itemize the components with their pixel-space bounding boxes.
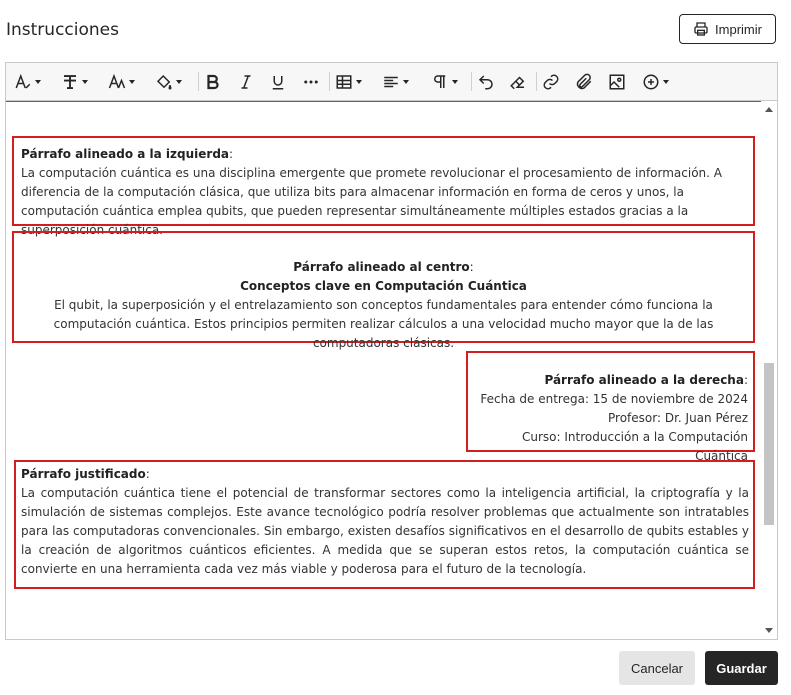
- image-icon: [608, 73, 626, 91]
- toolbar-divider: [198, 72, 199, 91]
- italic-icon: [237, 73, 255, 91]
- paragraph-icon: [431, 73, 449, 91]
- attach-button[interactable]: [575, 71, 593, 93]
- paperclip-icon: [575, 73, 593, 91]
- align-icon: [382, 73, 400, 91]
- align-menu[interactable]: [382, 71, 409, 93]
- center-aligned-paragraph[interactable]: Párrafo alineado al centro: Conceptos clave en Computación Cuántica El qubit, la superposición y el entrelazamiento son conceptos fundamentales para entender cómo funciona la computación cuántica. Estos principios permiten realizar cálculos a una velocidad mucho mayor que la de las computadoras clásicas.: [12, 231, 755, 343]
- link-button[interactable]: [542, 71, 560, 93]
- chevron-down-icon: [129, 79, 135, 85]
- eraser-icon: [509, 73, 527, 91]
- clear-format-button[interactable]: [509, 71, 527, 93]
- right-heading: Párrafo alineado a la derecha: [544, 373, 744, 387]
- right-aligned-paragraph[interactable]: Párrafo alineado a la derecha: Fecha de entrega: 15 de noviembre de 2024 Profesor: Dr. Juan Pérez Curso: Introducción a la Computación Cuántica: [466, 351, 755, 452]
- scroll-down-icon[interactable]: [765, 628, 773, 633]
- italic-button[interactable]: [237, 71, 255, 93]
- chevron-down-icon: [452, 79, 458, 85]
- link-icon: [542, 73, 560, 91]
- chevron-down-icon: [35, 79, 41, 85]
- scrollbar-thumb[interactable]: [764, 363, 774, 525]
- table-menu[interactable]: [335, 71, 362, 93]
- more-button[interactable]: [302, 71, 320, 93]
- scroll-up-icon[interactable]: [765, 107, 773, 112]
- page-title: Instrucciones: [6, 20, 119, 40]
- undo-button[interactable]: [477, 71, 495, 93]
- right-line-professor: Profesor: Dr. Juan Pérez: [608, 411, 748, 425]
- toolbar-divider: [536, 72, 537, 91]
- table-icon: [335, 73, 353, 91]
- left-heading: Párrafo alineado a la izquierda: [21, 147, 230, 161]
- center-heading: Párrafo alineado al centro: [293, 260, 470, 274]
- chevron-down-icon: [176, 79, 182, 85]
- center-text: El qubit, la superposición y el entrelazamiento son conceptos fundamentales para entender cómo funciona la computación cuántica. Estos principios permiten realizar cálculos a una velocidad mucho mayor que la de las computadoras clásicas.: [53, 298, 714, 350]
- chevron-down-icon: [403, 79, 409, 85]
- font-size-icon: [108, 73, 126, 91]
- print-button[interactable]: [679, 14, 776, 44]
- editor-content[interactable]: [6, 101, 761, 640]
- chevron-down-icon: [663, 79, 669, 85]
- highlight-menu[interactable]: [155, 71, 182, 93]
- underline-icon: [269, 73, 287, 91]
- justified-paragraph[interactable]: Párrafo justificado: La computación cuántica tiene el potencial de transformar sectores como la inteligencia artificial, la criptografía y la simulación de sistemas complejos. Este avance tecnológico podría resolver problemas que actualmente son intratables para las computadoras convencionales. Sin embargo, existen desafíos significativos en el desarrollo de qubits estables y la creación de algoritmos cuánticos eficientes. A medida que se superan estos retos, la computación cuántica se convierte en una herramienta cada vez más viable y poderosa para el futuro de la tecnología.: [14, 460, 755, 589]
- font-size-menu[interactable]: [108, 71, 135, 93]
- print-label: Imprimir: [715, 21, 762, 37]
- undo-icon: [477, 73, 495, 91]
- right-line-course: Curso: Introducción a la Computación Cuántica: [522, 430, 748, 463]
- save-button[interactable]: Guardar: [705, 651, 778, 685]
- text-style-icon: [14, 73, 32, 91]
- insert-menu[interactable]: [642, 71, 669, 93]
- underline-button[interactable]: [269, 71, 287, 93]
- font-icon: [61, 73, 79, 91]
- editor-scrollbar[interactable]: [761, 101, 777, 639]
- more-icon: [302, 73, 320, 91]
- cancel-button[interactable]: Cancelar: [619, 651, 695, 685]
- bold-button[interactable]: [204, 71, 222, 93]
- text-style-menu[interactable]: [14, 71, 41, 93]
- left-aligned-paragraph[interactable]: Párrafo alineado a la izquierda: La computación cuántica es una disciplina emergente que promete revolucionar el procesamiento de información. A diferencia de la computación clásica, que utiliza bits para almacenar información en forma de ceros y unos, la computación cuántica emplea qubits, que pueden representar simultáneamente múltiples estados gracias a la superposición cuántica.: [12, 136, 755, 226]
- toolbar-divider: [471, 72, 472, 91]
- add-icon: [642, 73, 660, 91]
- font-menu[interactable]: [61, 71, 88, 93]
- bold-icon: [204, 73, 222, 91]
- chevron-down-icon: [82, 79, 88, 85]
- image-button[interactable]: [608, 71, 626, 93]
- rich-text-editor[interactable]: [5, 62, 778, 640]
- editor-toolbar: [6, 63, 777, 101]
- chevron-down-icon: [356, 79, 362, 85]
- paragraph-menu[interactable]: [431, 71, 458, 93]
- printer-icon: [693, 21, 709, 37]
- paint-bucket-icon: [155, 73, 173, 91]
- right-line-date: Fecha de entrega: 15 de noviembre de 2024: [480, 392, 748, 406]
- left-text: La computación cuántica es una disciplina emergente que promete revolucionar el procesamiento de información. A diferencia de la computación clásica, que utiliza bits para almacenar información en forma de ceros y unos, la computación cuántica emplea qubits, que pueden representar simultáneamente múltiples estados gracias a la superposición cuántica.: [21, 166, 722, 237]
- center-subheading: Conceptos clave en Computación Cuántica: [240, 279, 527, 293]
- justified-text: La computación cuántica tiene el potencial de transformar sectores como la inteligencia artificial, la criptografía y la simulación de sistemas complejos. Este avance tecnológico podría resolver problemas que actualmente son intratables para las computadoras convencionales. Sin embargo, existen desafíos significativos en el desarrollo de qubits estables y la creación de algoritmos cuánticos eficientes. A medida que se superan estos retos, la computación cuántica se convierte en una herramienta cada vez más viable y poderosa para el futuro de la tecnología.: [21, 486, 749, 576]
- toolbar-divider: [329, 72, 330, 91]
- justified-heading: Párrafo justificado: [21, 467, 146, 481]
